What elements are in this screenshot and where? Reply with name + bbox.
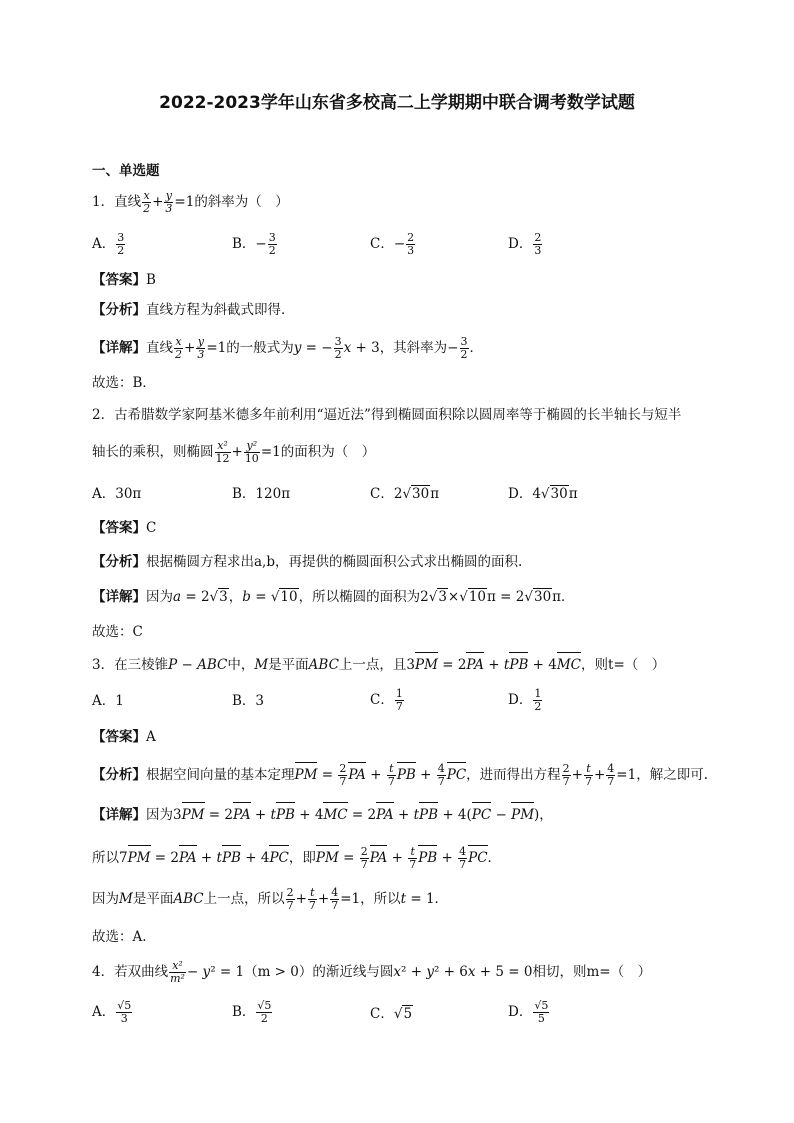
q1-option-d: D． $\frac{2}{3}$ [508,231,542,257]
q2-detail: 【详解】因为a = 2√3，b = √10，所以椭圆的面积为2√3×√10π = 2√30π． [92,589,575,605]
q2-analysis: 【分析】根据椭圆方程求出a,b，再提供的椭圆面积公式求出椭圆的面积. [92,554,523,570]
q1-detail: 【详解】直线 $\frac{x}{2}$ + $\frac{y}{3}$ =1的一般式为y = − $\frac{3}{2}$ x + 3，其斜率为− $\frac{3}{2}$ ． [92,335,483,361]
q3-stem: 3．在三棱锥P − ABC中，M是平面ABC上一点，且3PM = 2PA + tPB + 4MC，则t=（ ） [92,657,666,673]
section-heading: 一、单选题 [92,163,160,179]
page-title: 2022-2023学年山东省多校高二上学期期中联合调考数学试题 [159,93,635,113]
q1-options [92,232,712,258]
q3-conclusion: 故选：A. [92,929,147,945]
q2-option-b: B．120π [232,486,291,502]
q2-stem-line1: 2．古希腊数学家阿基米德多年前利用“逼近法”得到椭圆面积除以圆周率等于椭圆的长半轴长与短半 [92,407,682,423]
q2-conclusion: 故选：C [92,624,143,640]
q3-detail: 【详解】因为3PM = 2PA + tPB + 4MC = 2PA + tPB + 4(PC − PM)， [92,807,553,823]
q2-option-a: A．30π [92,486,142,502]
q4-option-b: B． $\frac{√5}{2}$ [232,999,272,1025]
q4-option-c: C．√5 [370,1006,413,1022]
q1-stem: 1．直线 $\frac{x}{2}$ + $\frac{y}{3}$ =1的斜率为（ ） [92,189,289,215]
q3-option-a: A．1 [92,693,124,709]
q3-option-b: B．3 [232,693,265,709]
q3-detail-line2: 所以7PM = 2PA + tPB + 4PC，即PM = $\frac{2}{7}$ PA + $\frac{t}{7}$ PB + $\frac{4}{7}$ PC． [92,845,502,871]
q3-answer: 【答案】A [92,729,156,745]
q2-stem-line2: 轴长的乘积，则椭圆 $\frac{\text{x²}}{12}$ + $\frac{\text{y²}}{10}$ =1的面积为（ ） [92,439,376,465]
q1-conclusion: 故选：B． [92,375,156,391]
q4-option-a: A． $\frac{√5}{3}$ [92,999,132,1025]
q2-answer: 【答案】C [92,520,157,536]
q2-option-c: C．2√30π [370,486,440,502]
q2-option-d: D．4√30π [508,486,578,502]
q3-options [92,688,712,716]
q3-detail-line3: 因为M是平面ABC上一点，所以 $\frac{2}{7}$ + $\frac{t}{7}$ + $\frac{4}{7}$ =1，所以t = 1． [92,886,449,912]
q1-option-b: B．− $\frac{3}{2}$ [232,231,276,257]
q3-option-d: D． $\frac{1}{2}$ [508,687,542,713]
q1-answer: 【答案】B [92,272,156,288]
q4-stem: 4．若双曲线 $\frac{\text{x²}}{\text{m²}}$ − y² = 1（m > 0）的渐近线与圆x² + y² + 6x + 5 = 0相切，则m=（ ） [92,959,652,985]
q2-options [92,484,712,506]
q4-options [92,1000,712,1030]
q1-option-c: C．− $\frac{2}{3}$ [370,231,415,257]
q4-option-d: D． $\frac{√5}{5}$ [508,999,549,1025]
q3-analysis: 【分析】根据空间向量的基本定理PM = $\frac{2}{7}$ PA + $\frac{t}{7}$ PB + $\frac{4}{7}$ PC，进而得出方程 $\frac{2}{7}$ + $\frac{t}{7}$ + $\frac{4}{7}$ =1，解之即可. [92,762,708,788]
q3-option-c: C． $\frac{1}{7}$ [370,687,403,713]
q1-analysis: 【分析】直线方程为斜截式即得． [92,302,295,318]
q1-option-a: A． $\frac{3}{2}$ [92,231,125,257]
